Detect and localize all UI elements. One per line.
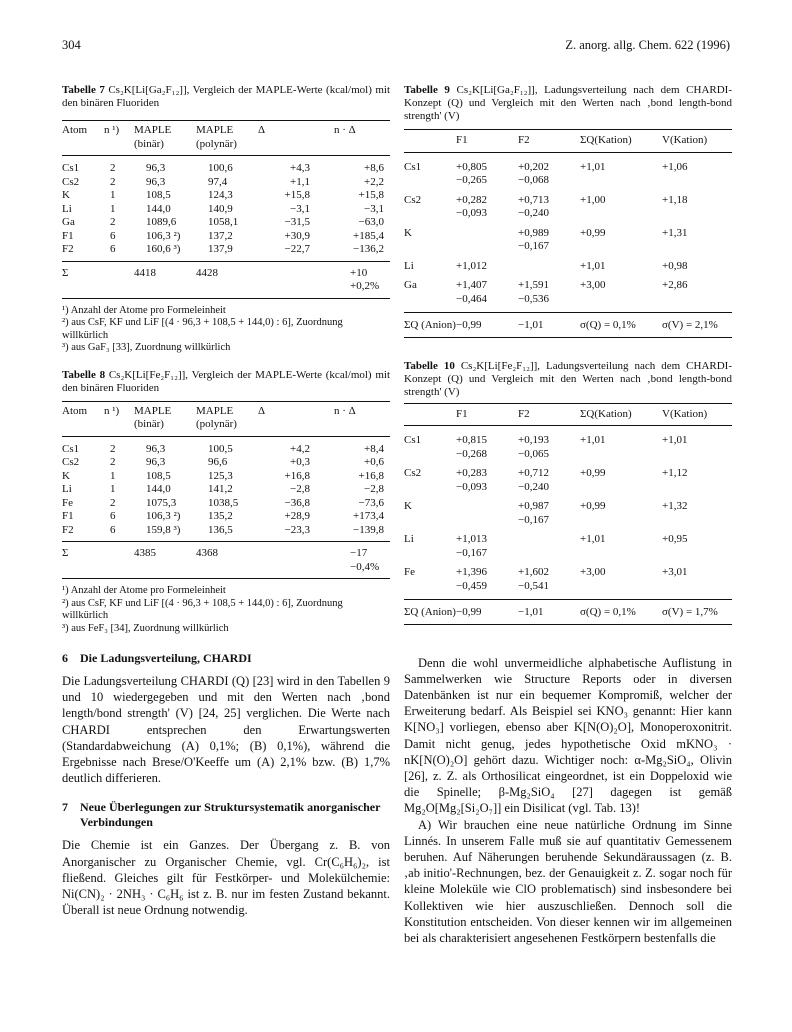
table-row [404, 224, 732, 257]
table-7-grid [62, 120, 390, 299]
table-8-caption-text: Cs₂K[Li[Fe₂F₁₂]], Vergleich der MAPLE-Werte (kcal/mol) mit den binären Fluoriden [62, 368, 391, 394]
table-cell: 4368 [196, 542, 258, 579]
table-10 [404, 360, 732, 625]
table-cell: +1,18 [662, 193, 688, 206]
col-header: n ¹) [104, 121, 134, 156]
table-cell: 140,9 [208, 202, 233, 215]
table-cell: +1,01 [580, 259, 606, 272]
table-cell: +0,99 [580, 467, 606, 479]
table-cell: +15,8 [284, 189, 310, 201]
table-cell: 4418 [134, 261, 196, 298]
table-cell: Cs1 [62, 442, 80, 455]
table-cell: 159,8 ³) [134, 524, 196, 542]
col-header [404, 130, 456, 153]
table-cell [104, 542, 134, 579]
table-cell: Li [404, 533, 414, 545]
table-cell: 6 [110, 510, 116, 522]
table-cell: Fe [404, 566, 415, 578]
table-cell: 96,3 [146, 162, 166, 174]
table-cell: Ga [62, 216, 75, 228]
table-cell: 96,3 [146, 456, 166, 468]
table-cell: +1,1 [290, 175, 310, 188]
table-7-caption [62, 84, 390, 110]
table-cell: Cs2 [404, 193, 422, 206]
table-cell: +1,01 [580, 533, 606, 545]
table-cell: 96,3 [146, 442, 166, 455]
table-cell: Cs2 [62, 175, 80, 188]
table-cell: 2 [110, 456, 116, 468]
table-cell: +0,98 [662, 259, 688, 272]
table-cell: −23,3 [258, 524, 316, 542]
table-cell: −0,99 [456, 600, 518, 625]
table-cell: 4428 [196, 261, 258, 298]
table-cell: 100,5 [208, 442, 233, 455]
paragraph: A) Wir brauchen eine neue natürliche Ordnung im Sinne Linnés. In unserem Falle muß sie auf quantitativ Gemessenem beruhen. Auf Näherungen beruhende Sekundäraussagen (z. B. ‚ab initio'-Rechnungen, bez. der Genauigkeit z. Z. sogar noch für kleine Moleküle wie ClO problematisch) sind insbesondere bei Kollektiven wie hier auszuschließen. Dennoch soll die Konstitution entscheiden. Von dieser kennen wir im allgemeinen bei als charakterisiert angesehenen Festkörpern bestenfalls die [404, 817, 732, 945]
table-cell: Li [62, 202, 72, 215]
col-header: F2 [518, 403, 580, 426]
table-cell: K [62, 189, 70, 201]
page-header [62, 38, 730, 58]
table-cell: −139,8 [316, 524, 390, 542]
table-cell: 97,4 [208, 175, 228, 188]
col-header: MAPLE (binär) [134, 401, 196, 436]
table-cell: +30,9 [284, 229, 310, 242]
table-row [62, 243, 390, 261]
table-cell: 4385 [134, 542, 196, 579]
table-cell: +1,591 −0,536 [518, 279, 549, 305]
table-cell: −1,01 [518, 313, 580, 338]
col-header: Δ [258, 401, 316, 436]
table-8-caption [62, 369, 390, 395]
footnote: ²) aus CsF, KF und LiF [(4 · 96,3 + 108,5 + 144,0) : 6], Zuordnung willkürlich [62, 317, 343, 341]
table-cell: 6 [104, 243, 134, 261]
table-cell: +0,99 [580, 500, 606, 512]
table-cell: +3,00 [580, 566, 606, 578]
table-cell: 1 [110, 483, 116, 495]
table-cell: +28,9 [284, 510, 310, 522]
table-cell: 135,2 [208, 510, 233, 522]
sum-value: +10 [350, 266, 368, 279]
table-cell: K [404, 500, 412, 512]
table-9-caption [404, 84, 732, 123]
table-row [404, 276, 732, 313]
table-row [62, 470, 390, 484]
table-7-footnotes [62, 305, 390, 355]
footnote: ²) aus CsF, KF und LiF [(4 · 96,3 + 108,5 + 144,0) : 6], Zuordnung willkürlich [62, 597, 343, 621]
table-cell: +1,31 [662, 226, 688, 239]
table-cell: 6 [110, 229, 116, 242]
section-7 [62, 800, 390, 918]
left-column [62, 84, 390, 918]
section-heading [62, 800, 390, 830]
section-title: Die Ladungsverteilung, CHARDI [80, 651, 252, 665]
table-row [404, 600, 732, 625]
sum-percent: −0,4% [350, 560, 380, 573]
table-row [404, 563, 732, 600]
table-cell: 2 [110, 496, 116, 509]
table-cell: 141,2 [208, 483, 233, 495]
col-header: Δ [258, 121, 316, 156]
table-cell: 1089,6 [146, 216, 177, 228]
col-header: n · Δ [316, 121, 390, 156]
table-cell: 137,2 [208, 229, 233, 242]
paragraph: Die Ladungsverteilung CHARDI (Q) [23] wird in den Tabellen 9 und 10 wiedergegeben und mit den Werten nach ‚bond length/bond strength' (V) [24, 25] verglichen. Die Werte nach CHARDI entsprechen den Erwartungswerten (Standardabweichung (A) 0,1%; (B) 0,1%), während die Ergebnisse nach Brese/O'Keeffe um (A) 2,1% bzw. (B) 1,7% deutlich differieren. [62, 674, 390, 786]
table-row [62, 510, 390, 524]
table-cell: +173,4 [353, 510, 384, 522]
table-cell: +2,2 [364, 175, 384, 188]
table-cell: +0,99 [580, 226, 606, 239]
table-10-label: Tabelle 10 [404, 359, 455, 372]
section-number: 6 [62, 651, 68, 665]
table-cell: +1,012 [456, 259, 487, 272]
table-cell: Li [62, 483, 72, 495]
table-cell: Li [404, 259, 414, 272]
table-cell: +185,4 [353, 229, 384, 242]
table-cell: Σ [62, 261, 104, 298]
table-cell: −1,01 [518, 600, 580, 625]
table-7-caption-text: Cs₂K[Li[Ga₂F₁₂]], Vergleich der MAPLE-Werte (kcal/mol) mit den binären Fluoriden [62, 84, 391, 109]
table-row [404, 464, 732, 497]
table-row [62, 156, 390, 176]
table-cell [316, 261, 390, 298]
table-row [62, 261, 390, 298]
table-row [404, 191, 732, 224]
table-cell: 100,6 [208, 162, 233, 174]
table-cell: 1075,3 [146, 496, 177, 509]
table-row [62, 216, 390, 230]
table-cell: 96,3 [146, 175, 166, 188]
table-cell: −31,5 [284, 216, 310, 228]
table-cell: +0,815 −0,268 [456, 434, 487, 460]
table-cell: F1 [62, 510, 74, 522]
table-cell: +2,86 [662, 279, 688, 291]
table-cell: 125,3 [208, 469, 233, 482]
table-cell [258, 261, 316, 298]
table-cell: +0,987 −0,167 [518, 500, 549, 526]
table-row [62, 176, 390, 190]
table-row [62, 203, 390, 217]
table-cell: +0,6 [364, 456, 384, 468]
section-body [62, 837, 390, 918]
table-9-caption-text: Cs₂K[Li[Ga₂F₁₂]], Ladungsverteilung nach dem CHARDI-Konzept (Q) und Vergleich mit den Werten nach ‚bond length-bond strength' (V) [404, 84, 732, 122]
section-number: 7 [62, 800, 68, 815]
table-cell: 2 [110, 162, 116, 174]
table-row [404, 152, 732, 191]
table-cell [258, 542, 316, 579]
col-header: V(Kation) [662, 130, 732, 153]
table-cell: +3,01 [662, 566, 688, 578]
table-7 [62, 84, 390, 355]
paragraph: Die Chemie ist ein Ganzes. Der Übergang z. B. von Anorganischer zu Organischer Chemie, vgl. Cr(C₆H₆)₂, ist fließend. Gleiches gilt für Festkörper- und Molekülchemie: Ni(CN)₂ · 2NH₃ · C₆H₆ ist z. B. nur im festen Zustand bekannt. Überall ist neue Ordnung notwendig. [62, 838, 390, 918]
table-row [62, 483, 390, 497]
table-cell: −3,1 [364, 202, 384, 215]
table-cell: Σ [62, 542, 104, 579]
table-cell: +16,8 [284, 469, 310, 482]
col-header: Atom [62, 401, 104, 436]
table-row [404, 530, 732, 563]
table-10-caption [404, 360, 732, 399]
table-cell: +1,407 −0,464 [456, 279, 487, 305]
table-cell: −2,8 [364, 483, 384, 495]
table-cell: +4,3 [290, 162, 310, 174]
table-cell: +1,32 [662, 500, 688, 512]
paragraph: Denn die wohl unvermeidliche alphabetische Auflistung in Sammelwerken wie Structure Reports oder in diversen Datenbänken ist nur ein bequemer Kompromiß, welcher der Erweiterung bedarf. Als Beispiel sei KNO₃ genannt: Hier kann K[NO₃] vorliegen, ebenso aber K[N(O)₂O], Monoperoxonitrit. Damit nicht genug, jedes hypothetische Oxid mKNO₃ · nK[N(O)₂O] gehört dazu. Wichtiger noch: α-Mg₂SiO₄, Olivin [26], z. Z. als Orthosilicat eingeordnet, ist ein Doppeloxid wie die Spinelle; β-Mg₂SiO₄ [27] dagegen ist gemäß Mg₂O[Mg₂[Si₂O₇]] ein Disilicat (vgl. Tab. 13)! [404, 655, 732, 816]
table-row [62, 189, 390, 203]
footnote: ¹) Anzahl der Atome pro Formeleinheit [62, 585, 226, 596]
sum-value: −17 [350, 547, 368, 559]
table-cell: 108,5 [146, 469, 171, 482]
col-header: F1 [456, 130, 518, 153]
table-cell: −22,7 [258, 243, 316, 261]
table-cell: 1 [110, 202, 116, 215]
table-cell: ΣQ (Anion) [404, 313, 456, 338]
footnote: ³) aus FeF₃ [34], Zuordnung willkürlich [62, 622, 229, 634]
table-cell: 1 [110, 189, 116, 201]
table-cell: Cs2 [62, 456, 80, 468]
table-cell: +1,01 [580, 160, 606, 173]
table-cell: +0,989 −0,167 [518, 226, 549, 252]
table-cell [518, 530, 580, 563]
table-cell: +1,01 [662, 434, 688, 446]
table-cell: σ(Q) = 0,1% [580, 600, 662, 625]
table-cell: 2 [110, 216, 116, 228]
right-body-text [404, 655, 732, 947]
table-cell: 106,3 ²) [146, 229, 181, 242]
table-cell: +4,2 [290, 442, 310, 455]
table-cell: +0,202 −0,068 [518, 160, 549, 186]
table-cell: F1 [62, 229, 74, 242]
table-cell: Fe [62, 496, 73, 509]
table-cell [456, 224, 518, 257]
col-header: MAPLE (polynär) [196, 121, 258, 156]
col-header: F2 [518, 130, 580, 153]
table-8-label: Tabelle 8 [62, 368, 106, 381]
table-cell [316, 542, 390, 579]
table-row [62, 456, 390, 470]
table-cell: F2 [62, 524, 104, 542]
table-row [404, 257, 732, 277]
table-cell: 124,3 [208, 189, 233, 201]
col-header: n ¹) [104, 401, 134, 436]
table-cell: K [404, 226, 412, 239]
table-cell: 144,0 [146, 202, 171, 215]
table-8-footnotes [62, 585, 390, 635]
table-cell: Cs1 [404, 160, 422, 173]
page-number: 304 [62, 38, 81, 52]
table-cell: 2 [110, 442, 116, 455]
table-cell: ΣQ (Anion) [404, 600, 456, 625]
table-cell: +16,8 [358, 469, 384, 482]
col-header: Atom [62, 121, 104, 156]
table-cell: 136,5 [196, 524, 258, 542]
table-cell: +1,12 [662, 467, 688, 479]
table-cell: +0,95 [662, 533, 688, 545]
sum-percent: +0,2% [350, 280, 380, 292]
col-header: V(Kation) [662, 403, 732, 426]
section-6 [62, 651, 390, 786]
table-row [62, 524, 390, 542]
table-cell: 137,9 [196, 243, 258, 261]
table-cell: 1 [110, 469, 116, 482]
table-row [62, 542, 390, 579]
table-cell: +1,01 [580, 434, 606, 446]
table-row [404, 313, 732, 338]
table-8-grid [62, 401, 390, 580]
table-cell: −0,99 [456, 313, 518, 338]
table-cell: 6 [104, 524, 134, 542]
table-cell [456, 497, 518, 530]
table-cell: +3,00 [580, 279, 606, 291]
table-cell: +0,283 −0,093 [456, 467, 487, 493]
table-cell: K [62, 469, 70, 482]
table-cell: σ(V) = 2,1% [662, 313, 732, 338]
section-title: Neue Überlegungen zur Struktursystematik anorganischer Verbindungen [80, 800, 381, 830]
table-cell: −3,1 [290, 202, 310, 215]
table-cell: Cs1 [404, 434, 422, 446]
table-cell: σ(Q) = 0,1% [580, 313, 662, 338]
section-body [62, 673, 390, 786]
table-10-grid [404, 403, 732, 625]
footnote: ³) aus GaF₃ [33], Zuordnung willkürlich [62, 342, 231, 353]
right-column [404, 84, 732, 946]
table-cell: +0,712 −0,240 [518, 467, 549, 493]
table-cell: −2,8 [290, 483, 310, 495]
table-cell: +8,4 [364, 442, 384, 455]
col-header: ΣQ(Kation) [580, 130, 662, 153]
table-cell: Cs2 [404, 467, 422, 479]
table-cell: +1,396 −0,459 [456, 566, 487, 592]
table-cell: Ga [404, 279, 417, 291]
table-cell: +1,602 −0,541 [518, 566, 549, 592]
table-cell: +0,282 −0,093 [456, 193, 487, 219]
table-row [404, 497, 732, 530]
table-cell: +0,805 −0,265 [456, 160, 487, 186]
table-cell: −73,6 [358, 496, 384, 509]
table-cell: +1,00 [580, 193, 606, 206]
table-cell: +15,8 [358, 189, 384, 201]
table-cell: −63,0 [358, 216, 384, 228]
table-cell: 1038,5 [208, 496, 239, 509]
table-cell [104, 261, 134, 298]
col-header: F1 [456, 403, 518, 426]
table-cell: +0,713 −0,240 [518, 193, 549, 219]
table-cell: +1,06 [662, 160, 688, 173]
table-cell: −136,2 [316, 243, 390, 261]
table-9-grid [404, 129, 732, 338]
table-row [62, 230, 390, 244]
col-header: MAPLE (polynär) [196, 401, 258, 436]
table-cell: 96,6 [208, 456, 228, 468]
col-header: ΣQ(Kation) [580, 403, 662, 426]
table-row [404, 426, 732, 465]
table-cell: 108,5 [146, 189, 171, 201]
table-cell: +1,013 −0,167 [456, 533, 487, 559]
table-10-caption-text: Cs₂K[Li[Fe₂F₁₂]], Ladungsverteilung nach dem CHARDI-Konzept (Q) und Vergleich mit den Werten nach ‚bond length-bond strength' (V) [404, 359, 733, 398]
table-cell: −36,8 [284, 496, 310, 509]
table-8 [62, 369, 390, 636]
table-cell: Cs1 [62, 162, 80, 174]
footnote: ¹) Anzahl der Atome pro Formeleinheit [62, 304, 226, 316]
table-cell: +0,193 −0,065 [518, 434, 549, 460]
table-7-label: Tabelle 7 [62, 84, 105, 96]
table-row [62, 436, 390, 456]
table-cell: +8,6 [364, 162, 384, 174]
table-cell: +0,3 [290, 456, 310, 468]
table-cell: 2 [110, 175, 116, 188]
table-cell: 1058,1 [208, 216, 239, 228]
table-row [62, 497, 390, 511]
table-cell: σ(V) = 1,7% [662, 600, 732, 625]
table-cell [518, 257, 580, 277]
table-cell: F2 [62, 243, 104, 261]
col-header [404, 403, 456, 426]
table-cell: 144,0 [146, 483, 171, 495]
col-header: MAPLE (binär) [134, 121, 196, 156]
journal-citation: Z. anorg. allg. Chem. 622 (1996) [565, 38, 730, 52]
table-cell: 106,3 ²) [146, 510, 181, 522]
col-header: n · Δ [316, 401, 390, 436]
table-9-label: Tabelle 9 [404, 84, 450, 96]
section-heading [62, 651, 390, 666]
table-9 [404, 84, 732, 338]
table-cell: 160,6 ³) [134, 243, 196, 261]
